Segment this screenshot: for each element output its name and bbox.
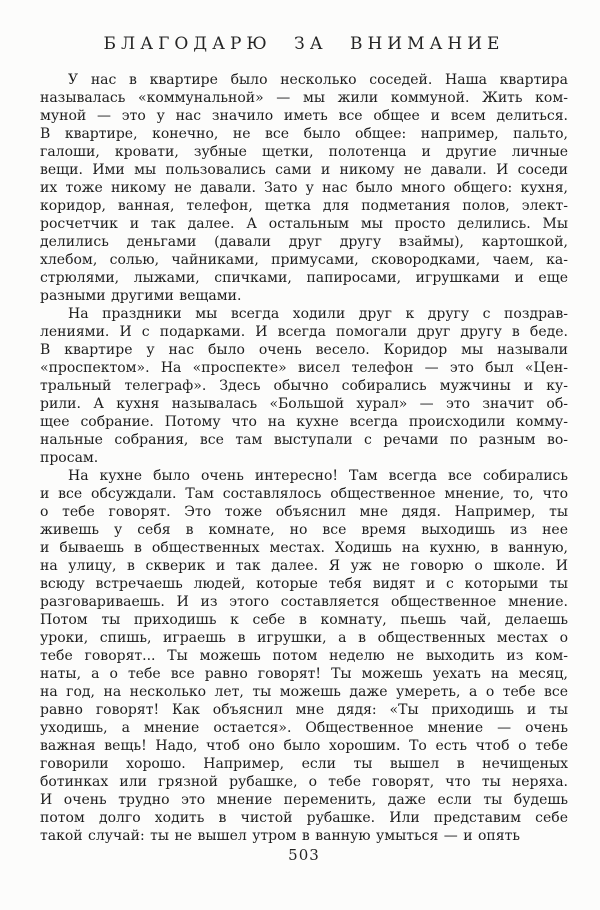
text-line: разговариваешь. И из этого составляется общественное мнение. [40, 594, 568, 610]
text-line: В квартире у нас было очень весело. Коридор мы называли [40, 342, 568, 358]
text-line: называлась «коммунальной» — мы жили коммуной. Жить ком- [40, 90, 568, 106]
text-line: на год, на несколько лет, ты можешь даже умереть, а о тебе все [40, 684, 568, 700]
text-line: ботинках или грязной рубашке, о тебе говорят, что ты неряха. [40, 774, 568, 790]
text-line: тральный телеграф». Здесь обычно собирались мужчины и ку- [40, 378, 568, 394]
text-line: просам. [40, 450, 99, 466]
text-line: вещи. Ими мы пользовались сами и никому не давали. И соседи [40, 162, 568, 178]
text-line: и все обсуждали. Там составлялось общественное мнение, то, что [40, 486, 568, 502]
text-line: всюду встречаешь людей, которые тебя видят и с которыми ты [40, 576, 568, 592]
text-line: делились деньгами (давали друг другу взаймы), картошкой, [40, 234, 568, 250]
text-line: говорили хорошо. Например, если ты вышел в нечищеных [40, 756, 568, 772]
text-line: На праздники мы всегда ходили друг к другу с поздрав- [68, 306, 568, 322]
text-line: стрюлями, лыжами, спичками, папиросами, игрушками и еще [40, 270, 568, 286]
text-line: наты, а о тебе все равно говорят! Ты можешь уехать на месяц, [40, 666, 568, 682]
text-line: лениями. И с подарками. И всегда помогали друг другу в беде. [40, 324, 568, 340]
text-line: на улицу, в скверик и так далее. Я уж не говорю о школе. И [40, 558, 568, 574]
text-line: тебе говорят... Ты можешь потом неделю не выходить из ком- [40, 648, 568, 664]
text-line: На кухне было очень интересно! Там всегда все собирались [68, 468, 568, 484]
text-line: «проспектом». На «проспекте» висел телефон — это был «Цен- [40, 360, 568, 376]
text-line: В квартире, конечно, не все было общее: например, пальто, [40, 126, 568, 142]
text-line: И очень трудно это мнение переменить, даже если ты будешь [40, 792, 568, 808]
text-line: уходишь, а мнение остается». Общественное мнение — очень [40, 720, 568, 736]
text-line: и бываешь в общественных местах. Ходишь на кухню, в ванную, [40, 540, 568, 556]
text-line: разными другими вещами. [40, 288, 242, 304]
text-line: равно говорят! Как объяснил мне дядя: «Ты приходишь и ты [40, 702, 568, 718]
text-line: о тебе говорят. Это тоже объяснил мне дядя. Например, ты [40, 504, 568, 520]
text-line: живешь у себя в комнате, но все время выходишь из нее [40, 522, 568, 538]
text-line: уроки, спишь, играешь в игрушки, а в общественных местах о [40, 630, 568, 646]
text-line: муной — это у нас значило иметь все общее и всем делиться. [40, 108, 568, 124]
page-body [40, 71, 568, 845]
text-line: хлебом, солью, чайниками, примусами, сковородками, чаем, ка- [40, 252, 568, 268]
page-number: 503 [288, 846, 320, 864]
text-line: такой случай: ты не вышел утром в ванную умыться — и опять [40, 828, 520, 844]
chapter-title: БЛАГОДАРЮ ЗА ВНИМАНИЕ [103, 34, 505, 54]
text-line: У нас в квартире было несколько соседей. Наша квартира [68, 72, 568, 88]
text-line: потом долго ходить в чистой рубашке. Или представим себе [40, 810, 568, 826]
text-line: важная вещь! Надо, чтоб оно было хорошим. То есть чтоб о тебе [40, 738, 568, 754]
text-line: нальные собрания, все там выступали с речами по разным во- [40, 432, 568, 448]
text-line: галоши, кровати, зубные щетки, полотенца и другие личные [40, 144, 568, 160]
text-line: щее собрание. Потому что на кухне всегда происходили комму- [40, 414, 568, 430]
text-line: коридор, ванная, телефон, щетка для подметания полов, элект- [40, 198, 568, 214]
text-line: Потом ты приходишь к себе в комнату, пьешь чай, делаешь [40, 612, 568, 628]
text-line: росчетчик и так далее. А остальным мы просто делились. Мы [40, 216, 568, 232]
text-line: их тоже никому не давали. Зато у нас было много общего: кухня, [40, 180, 568, 196]
text-line: рили. А кухня называлась «Большой хурал» — это значит об- [40, 396, 568, 412]
